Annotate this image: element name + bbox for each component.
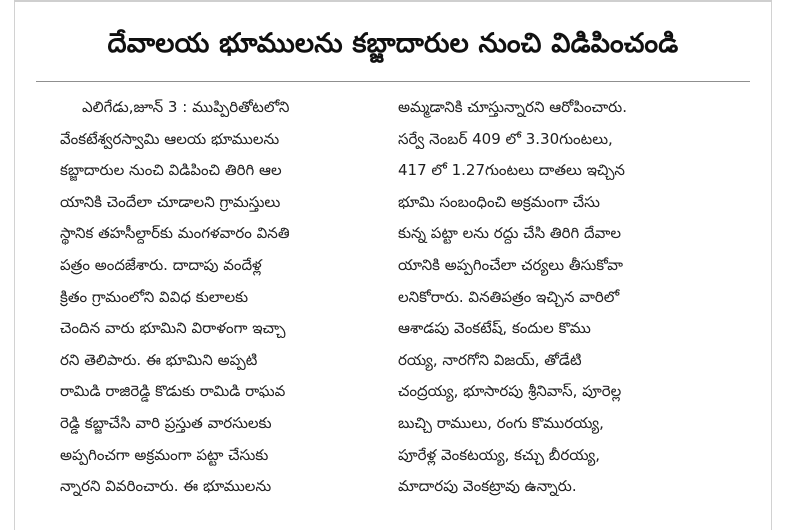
body-line: పత్రం అందజేశారు. దాదాపు వందేళ్ల [60,255,262,274]
article-column-right [398,92,726,503]
body-line: మాదారపు వెంకట్రావు ఉన్నారు. [398,477,577,496]
body-line: చంద్రయ్య, భూసారపు శ్రీనివాస్, పూరెల్ల [398,382,622,401]
body-line: స్థానిక తహసీల్దార్‌కు మంగళవారం వినతి [60,224,290,243]
body-line: క్రితం గ్రామంలోని వివిధ కులాలకు [60,287,249,306]
article-headline: దేవాలయ భూములను కబ్జాదారుల నుంచి విడిపించండి [107,28,679,59]
headline-divider [36,81,750,82]
body-line: కబ్జాదారుల నుంచి విడిపించి తిరిగి ఆల [60,161,282,180]
body-line: సర్వే నెంబర్ 409 లో 3.30గుంటలు, [398,129,613,148]
body-line: యానికి చెందేలా చూడాలని గ్రామస్తులు [60,192,281,211]
body-line: 417 లో 1.27గుంటలు దాతలు ఇచ్చిన [398,161,625,180]
body-line: రామిడి రాజిరెడ్డి కొడుకు రామిడి రాఘవ [60,382,286,401]
body-line: భూమి సంబంధించి అక్రమంగా చేసు [398,192,600,211]
article-column-left [60,92,390,503]
body-line: రని తెలిపారు. ఈ భూమిని అప్పటి [60,350,258,369]
body-line: అమ్మడానికి చూస్తున్నారని ఆరోపించారు. [398,98,627,116]
body-line: రయ్య, నారగోని విజయ్, తోడేటి [398,350,582,369]
top-rule [14,0,772,2]
body-line: బుచ్చి రాములు, రంగు కొమురయ్య, [398,413,604,432]
body-line: లనికోరారు. వినతిపత్రం ఇచ్చిన వారిలో [398,287,620,306]
body-line: ఎలిగేడు,జూన్ 3 : ముప్పిరితోటలోని [82,98,290,116]
body-line: వేంకటేశ్వరస్వామి ఆలయ భూములను [60,129,280,148]
body-line: ఆశాడపు వెంకటేష్, కందుల కొము [398,319,591,338]
body-line: యానికి అప్పగించేలా చర్యలు తీసుకోవా [398,255,624,274]
body-line: కున్న పట్టా లను రద్దు చేసి తిరిగి దేవాల [398,224,621,243]
body-line: చెందిన వారు భూమిని విరాళంగా ఇచ్చా [60,319,286,338]
body-line: న్నారని వివరించారు. ఈ భూములను [60,477,272,496]
body-line: అప్పగించగా అక్రమంగా పట్టా చేసుకు [60,445,269,464]
body-line: రెడ్డి కబ్జాచేసి వారి ప్రస్తుత వారసులకు [60,413,272,432]
body-line: పూరేళ్ల వెంకటయ్య, కచ్చు బీరయ్య, [398,445,601,464]
